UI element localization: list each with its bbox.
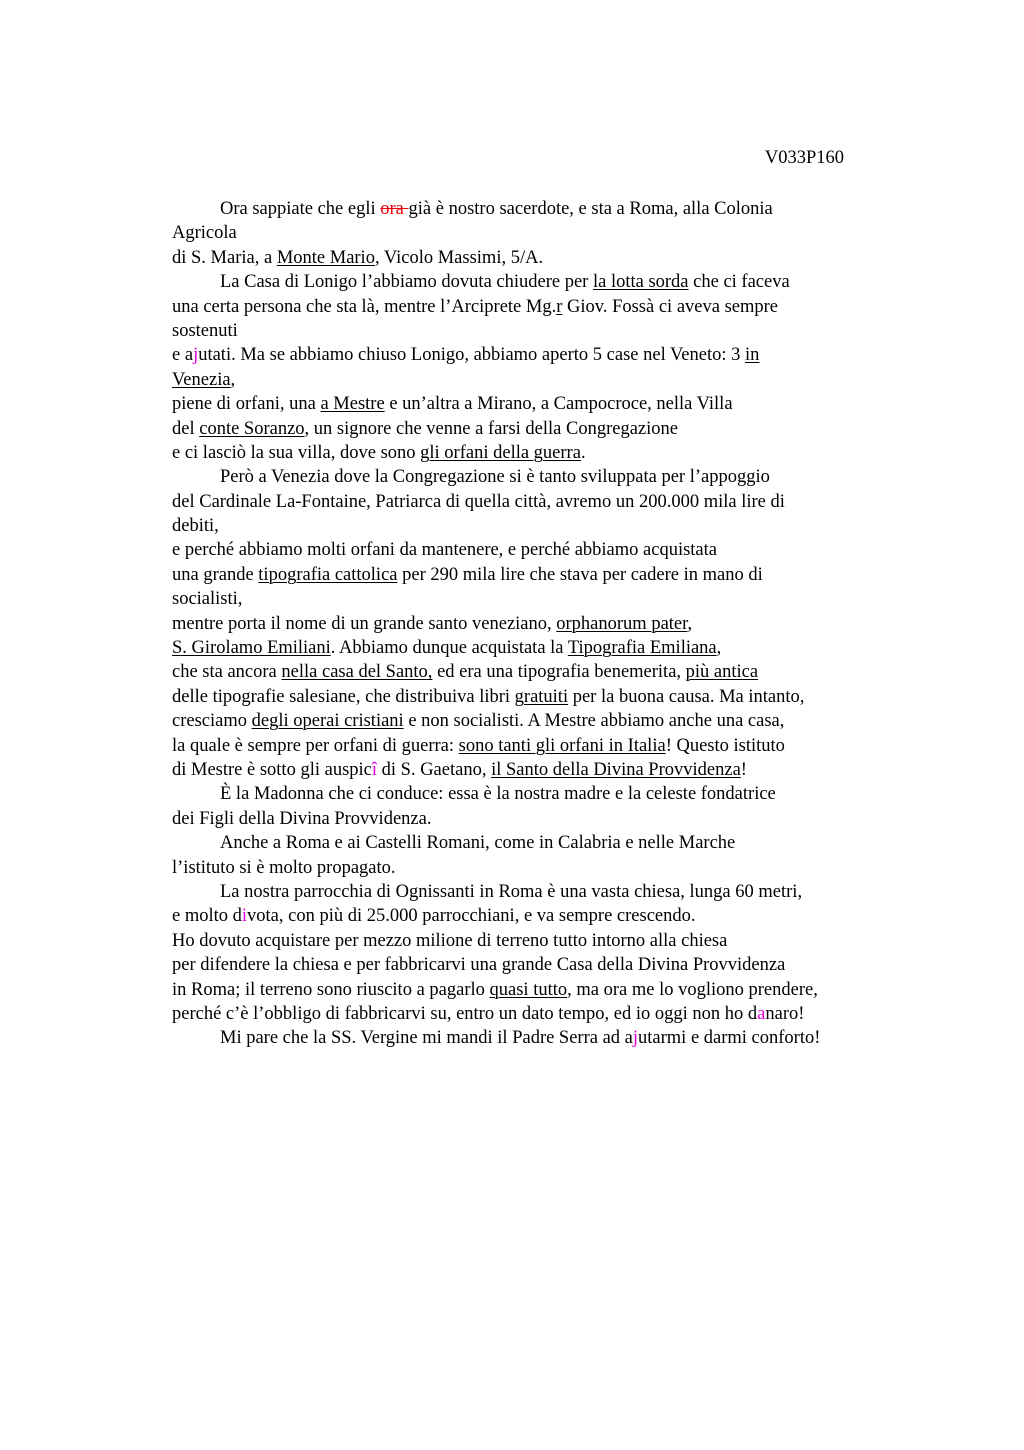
underlined-text: nella casa del Santo, [281, 662, 433, 683]
inserted-letter: j [193, 345, 199, 366]
underlined-text: conte Soranzo [199, 418, 305, 439]
text-line [172, 514, 912, 538]
text-line [172, 441, 912, 465]
text-segment: dei Figli della Divina Provvidenza. [172, 808, 432, 829]
text-line [172, 465, 912, 489]
text-line [172, 587, 912, 611]
document-body [172, 197, 912, 1051]
text-segment: l’istituto si è molto propagato. [172, 857, 396, 878]
underlined-text: r [556, 296, 563, 317]
underlined-text: sono tanti gli orfani in Italia [458, 735, 666, 756]
underlined-text: S. Girolamo Emiliani [172, 638, 331, 659]
text-line [172, 636, 912, 660]
underlined-text: il Santo della Divina Provvidenza [491, 759, 741, 780]
underlined-text: più antica [685, 662, 759, 683]
text-segment: in Roma; il terreno sono riuscito a pagarlo [172, 979, 490, 1000]
text-segment: per difendere la chiesa e per fabbricarvi una grande Casa della Divina Provvidenza [172, 955, 786, 976]
underlined-text: gli orfani della guerra [420, 442, 581, 463]
text-line [172, 1026, 912, 1050]
inserted-letter: î [371, 759, 378, 780]
text-segment: La nostra parrocchia di Ognissanti in Roma è una vasta chiesa, lunga 60 metri, [220, 881, 803, 902]
text-line [172, 734, 912, 758]
text-segment: che sta ancora [172, 662, 282, 683]
text-line [172, 490, 912, 514]
text-segment: , un signore che venne a farsi della Congregazione [304, 418, 678, 439]
text-segment: , [687, 613, 693, 634]
underlined-text: la lotta sorda [592, 272, 689, 293]
text-segment: utarmi e darmi conforto! [638, 1028, 821, 1049]
text-segment: , Vicolo Massimi, 5/A. [374, 247, 544, 268]
text-segment: Ho dovuto acquistare per mezzo milione di terreno tutto intorno alla chiesa [172, 930, 728, 951]
text-line [172, 758, 912, 782]
inserted-letter: i [241, 906, 248, 927]
text-segment: ed era una tipografia benemerita, [432, 662, 686, 683]
text-line [172, 197, 912, 221]
text-segment: . Abbiamo dunque acquistata la [330, 638, 568, 659]
underlined-text: degli operai cristiani [251, 711, 404, 732]
text-segment: . [580, 442, 586, 463]
text-segment: e non socialisti. A Mestre abbiamo anche una casa, [403, 711, 785, 732]
underlined-text: quasi tutto [489, 979, 568, 1000]
text-segment: e ci lasciò la sua villa, dove sono [172, 442, 421, 463]
text-segment: Agricola [172, 223, 237, 244]
text-segment: utati. Ma se abbiamo chiuso Lonigo, abbiamo aperto 5 case nel Veneto: 3 [198, 345, 746, 366]
underlined-text: Monte Mario [276, 247, 375, 268]
text-line [172, 856, 912, 880]
document-id: V033P160 [764, 148, 844, 168]
text-segment: ! Questo istituto [665, 735, 785, 756]
text-segment: una certa persona che sta là, mentre l’Arciprete Mg. [172, 296, 557, 317]
text-line [172, 612, 912, 636]
text-line [172, 319, 912, 343]
text-line [172, 295, 912, 319]
text-segment: cresciamo [172, 711, 252, 732]
text-segment: , [230, 369, 236, 390]
text-segment: una grande [172, 564, 259, 585]
text-segment: Giov. Fossà ci aveva sempre [562, 296, 778, 317]
text-line [172, 709, 912, 733]
text-line [172, 880, 912, 904]
text-line [172, 417, 912, 441]
text-line [172, 221, 912, 245]
text-segment: Ora sappiate che egli [220, 199, 381, 219]
text-segment: per 290 mila lire che stava per cadere in mano di [397, 564, 763, 585]
deleted-text: ora [380, 199, 409, 219]
text-line [172, 563, 912, 587]
text-line [172, 270, 912, 294]
text-segment: naro! [765, 1003, 805, 1024]
text-segment: , [716, 638, 722, 659]
text-line [172, 685, 912, 709]
text-line [172, 343, 912, 367]
text-segment: del [172, 418, 200, 439]
inserted-letter: j [632, 1028, 639, 1049]
text-segment: e un’altra a Mirano, a Campocroce, nella Villa [384, 394, 733, 415]
text-segment: debiti, [172, 516, 219, 537]
text-segment: La Casa di Lonigo l’abbiamo dovuta chiudere per [220, 272, 593, 293]
text-segment: perché c’è l’obbligo di fabbricarvi su, entro un dato tempo, ed io oggi non ho d [172, 1003, 758, 1024]
text-segment: piene di orfani, una [172, 394, 321, 415]
text-segment: del Cardinale La-Fontaine, Patriarca di quella città, avremo un 200.000 mila lire di [172, 491, 785, 512]
text-segment: delle tipografie salesiane, che distribuiva libri [172, 686, 515, 707]
inserted-letter: a [757, 1003, 766, 1024]
underlined-text: gratuiti [514, 686, 569, 707]
text-line [172, 953, 912, 977]
text-segment: È la Madonna che ci conduce: essa è la nostra madre e la celeste fondatrice [220, 784, 776, 805]
text-line [172, 904, 912, 928]
text-line [172, 368, 912, 392]
text-segment: che ci faceva [688, 272, 790, 293]
text-segment: vota, con più di 25.000 parrocchiani, e va sempre crescendo. [247, 906, 696, 927]
text-line [172, 929, 912, 953]
text-segment: socialisti, [172, 589, 243, 610]
text-segment: di Mestre è sotto gli auspic [172, 759, 372, 780]
underlined-text: a Mestre [320, 394, 385, 415]
text-line [172, 782, 912, 806]
text-line [172, 660, 912, 684]
text-segment: Mi pare che la SS. Vergine mi mandi il Padre Serra ad a [220, 1028, 633, 1049]
text-segment: ! [740, 759, 747, 780]
text-line [172, 392, 912, 416]
text-line [172, 807, 912, 831]
text-segment: e a [172, 345, 194, 366]
text-segment: , ma ora me lo vogliono prendere, [567, 979, 818, 1000]
text-segment: e perché abbiamo molti orfani da mantenere, e perché abbiamo acquistata [172, 540, 717, 561]
text-line [172, 978, 912, 1002]
text-segment: per la buona causa. Ma intanto, [568, 686, 805, 707]
text-segment: e molto d [172, 906, 242, 927]
underlined-text: orphanorum pater [556, 613, 688, 634]
text-segment: di S. Maria, a [172, 247, 277, 268]
text-line [172, 1002, 912, 1026]
text-line [172, 831, 912, 855]
text-segment: Però a Venezia dove la Congregazione si è tanto sviluppata per l’appoggio [220, 467, 770, 488]
text-segment: di S. Gaetano, [377, 759, 492, 780]
text-segment: sostenuti [172, 320, 238, 341]
text-segment: Anche a Roma e ai Castelli Romani, come in Calabria e nelle Marche [220, 833, 736, 854]
underlined-text: tipografia cattolica [258, 564, 398, 585]
underlined-text: Venezia [172, 369, 231, 390]
text-segment: la quale è sempre per orfani di guerra: [172, 735, 459, 756]
text-line [172, 538, 912, 562]
underlined-text: in [745, 345, 760, 366]
text-segment: mentre porta il nome di un grande santo veneziano, [172, 613, 557, 634]
underlined-text: Tipografia Emiliana [567, 638, 717, 659]
text-segment: già è nostro sacerdote, e sta a Roma, alla Colonia [408, 199, 773, 219]
text-line [172, 246, 912, 270]
